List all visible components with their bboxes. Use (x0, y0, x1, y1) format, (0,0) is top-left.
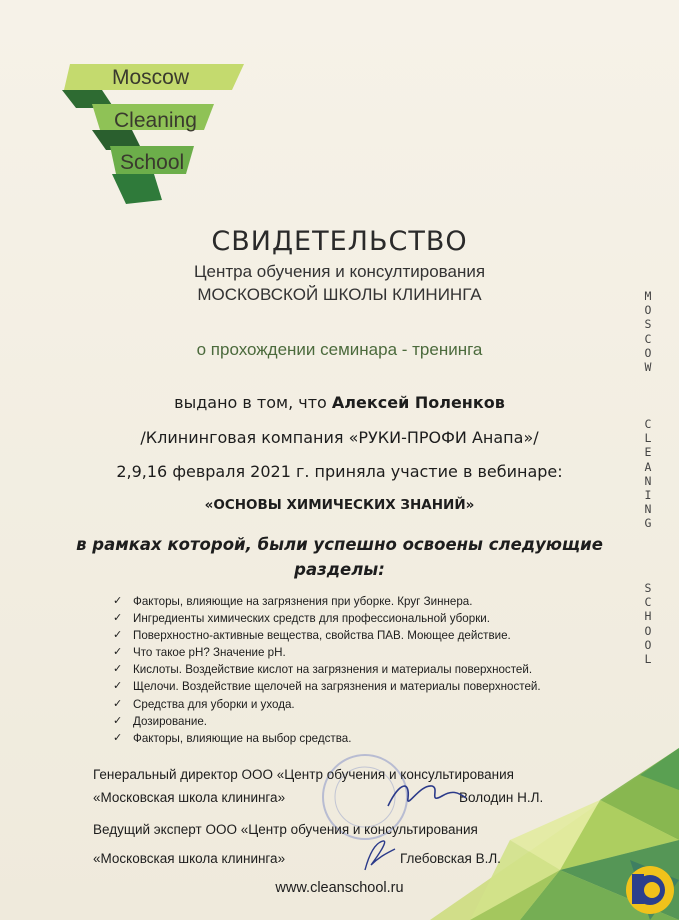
expert-title-line2: «Московская школа клининга» (93, 851, 286, 866)
side-text-school: S C H O O L (644, 581, 652, 667)
section-text: Что такое pH? Значение pH. (133, 646, 286, 660)
webinar-title: «ОСНОВЫ ХИМИЧЕСКИХ ЗНАНИЙ» (204, 497, 475, 513)
subtitle-line1: Центра обучения и консултирования (193, 262, 486, 281)
director-title-line1: Генеральный директор ООО «Центр обучения и консультирования (93, 767, 514, 782)
checkmark-icon: ✓ (113, 714, 123, 727)
certificate-title: СВИДЕТЕЛЬСТВО (211, 226, 468, 257)
checkmark-icon: ✓ (113, 629, 123, 642)
checkmark-icon: ✓ (113, 646, 123, 659)
section-text: Дозирование. (133, 714, 208, 728)
person-name: Алексей Поленков (331, 393, 505, 412)
website-link[interactable]: www.cleanschool.ru (275, 880, 404, 896)
section-text: Средства для уборки и ухода. (133, 697, 295, 711)
intro-line1: в рамках которой, были успешно освоены следующие (76, 535, 603, 554)
logo-text-line2: Cleaning (114, 109, 197, 132)
subtitle-line2: МОСКОВСКОЙ ШКОЛЫ КЛИНИНГА (197, 285, 482, 304)
participation-line: 2,9,16 февраля 2021 г. приняла участие в вебинаре: (116, 462, 563, 481)
company-line: /Клининговая компания «РУКИ-ПРОФИ Анапа»/ (140, 428, 539, 447)
checkmark-icon: ✓ (113, 680, 123, 693)
section-text: Ингредиенты химических средств для профессиональной уборки. (133, 612, 490, 626)
expert-name: Глебовская В.Л. (400, 851, 501, 866)
section-text: Поверхностно-активные вещества, свойства ПАВ. Моющее действие. (133, 629, 511, 643)
director-title-line2: «Московская школа клининга» (93, 790, 286, 805)
side-text-moscow: M O S C O W (644, 289, 652, 375)
section-text: Щелочи. Воздействие щелочей на загрязнения и материалы поверхностей. (133, 680, 541, 694)
director-name: Володин Н.Л. (459, 790, 544, 805)
section-text: Факторы, влияющие на выбор средства. (133, 731, 352, 745)
director-signature (380, 776, 470, 816)
checkmark-icon: ✓ (113, 731, 123, 744)
side-text-cleaning: C L E A N I N G (644, 417, 652, 531)
expert-title-line1: Ведущий эксперт ООО «Центр обучения и консультирования (93, 822, 478, 837)
section-text: Кислоты. Воздействие кислот на загрязнения и материалы поверхностей. (133, 663, 533, 677)
checkmark-icon: ✓ (113, 697, 123, 710)
intro-line2: разделы: (294, 560, 385, 579)
checkmark-icon: ✓ (113, 595, 123, 607)
expert-signature (355, 835, 400, 875)
issued-prefix: выдано в том, что (174, 393, 332, 412)
checkmark-icon: ✓ (113, 663, 123, 676)
corner-emblem-icon (624, 864, 676, 916)
section-text: Факторы, влияющие на загрязнения при уборке. Круг Зиннера. (133, 595, 473, 608)
logo-text-line1: Moscow (112, 66, 190, 89)
checkmark-icon: ✓ (113, 612, 123, 625)
logo-text-line3: School (120, 151, 185, 174)
seminar-caption: о прохождении семинара - тренинга (196, 340, 483, 359)
